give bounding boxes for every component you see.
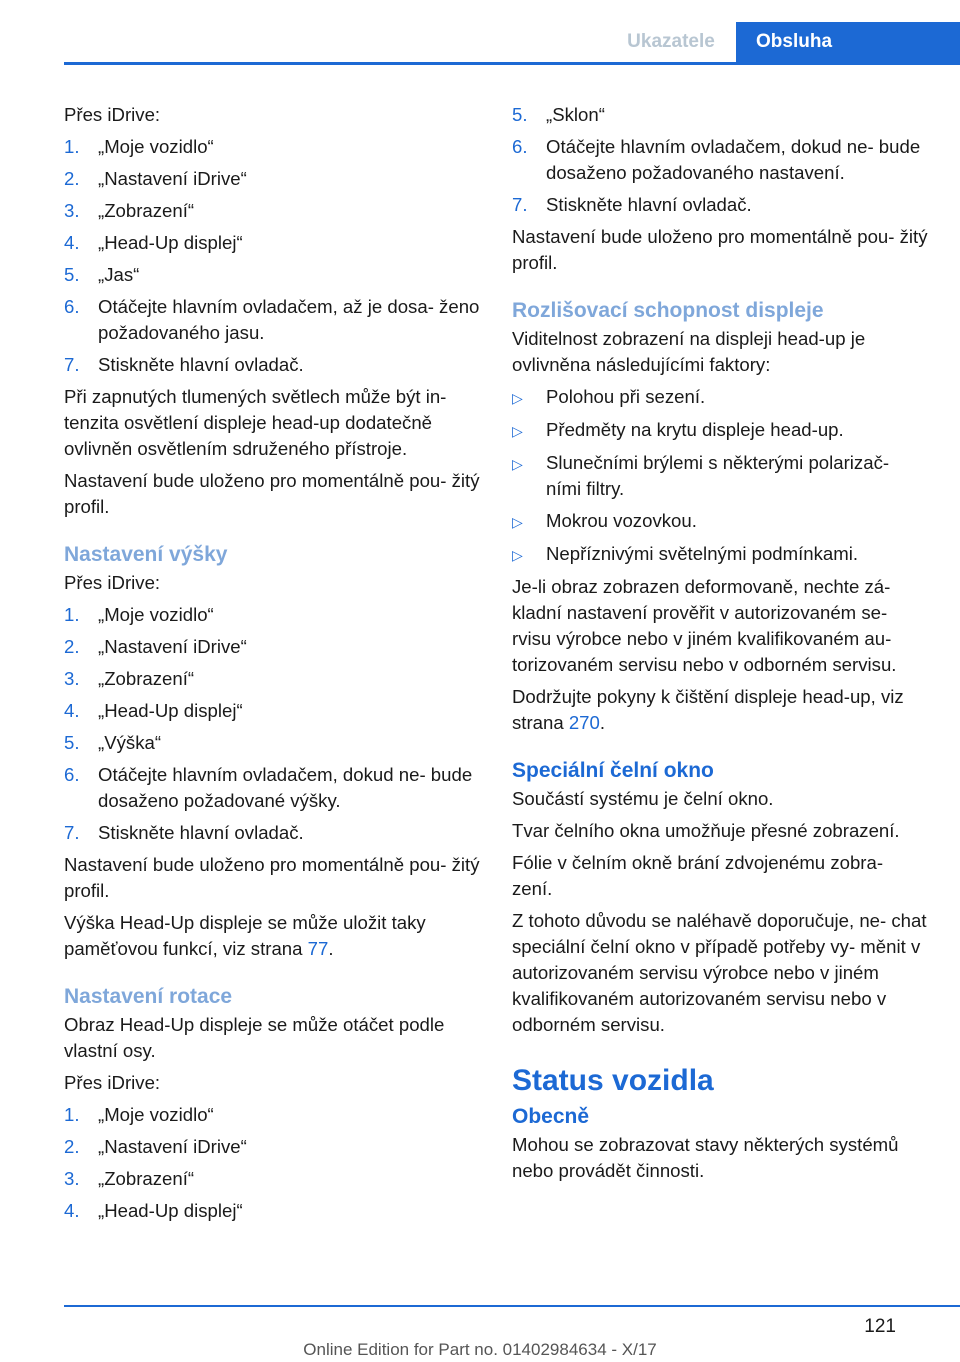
list-item [64, 198, 480, 224]
bullet-text: Slunečními brýlemi s některými polarizač‐ ními filtry. [546, 452, 890, 499]
bullet-item [512, 541, 928, 568]
step-text: „Moje vozidlo“ [98, 1104, 214, 1125]
section-heading-rotation: Nastavení rotace [64, 985, 233, 1008]
paragraph: Je-li obraz zobrazen deformovaně, nechte zá‐ kladní nastavení prověřit v autorizovaném se‐ rvisu výrobce nebo v jiném kvalifikovaném au‐ torizovaném servisu nebo v odborném servisu. [512, 576, 897, 675]
edition-footer: Online Edition for Part no. 01402984634 - X/17 [303, 1340, 657, 1359]
step-text: Stiskněte hlavní ovladač. [546, 194, 752, 215]
step-number: 6. [512, 136, 528, 157]
left-column [64, 102, 480, 1230]
step-text: „Head-Up displej“ [98, 700, 243, 721]
paragraph: Fólie v čelním okně brání zdvojenému zobra‐ zení. [512, 852, 884, 899]
step-number: 5. [512, 104, 528, 125]
step-number: 5. [64, 264, 80, 285]
list-item [64, 134, 480, 160]
list-item [64, 294, 480, 346]
paragraph: Z tohoto důvodu se naléhavě doporučuje, ne‐ chat speciální čelní okno v případě potřeby vy‐ měnit v autorizovaném servisu výrobce nebo v jiném kvalifikovaném autorizovaném servisu nebo v odborném servisu. [512, 910, 927, 1035]
paragraph: Nastavení bude uloženo pro momentálně pou‐ žitý profil. [64, 854, 480, 901]
footer-rule [64, 1305, 960, 1307]
list-item [512, 192, 928, 218]
step-number: 1. [64, 136, 80, 157]
triangle-bullet-icon: ▷ [512, 547, 523, 563]
step-text: „Nastavení iDrive“ [98, 168, 247, 189]
steps-list-brightness [64, 134, 480, 378]
page-link-77[interactable]: 77 [307, 938, 329, 959]
step-number: 5. [64, 732, 80, 753]
intro-text: Přes iDrive: [64, 572, 161, 593]
header-rule [64, 62, 960, 65]
list-item [512, 102, 928, 128]
triangle-bullet-icon: ▷ [512, 456, 523, 472]
step-text: „Sklon“ [546, 104, 605, 125]
chapter-heading-vehicle-status: Status vozidla [512, 1064, 714, 1097]
step-text: Otáčejte hlavním ovladačem, dokud ne‐ bude dosaženo požadované výšky. [98, 764, 473, 811]
paragraph: Obraz Head-Up displeje se může otáčet podle vlastní osy. [64, 1014, 445, 1061]
bullet-item [512, 450, 928, 502]
list-item [64, 166, 480, 192]
paragraph: Součástí systému je čelní okno. [512, 788, 774, 809]
steps-list-tilt [512, 102, 928, 218]
list-item [512, 134, 928, 186]
header-tabs [598, 22, 960, 62]
step-text: Stiskněte hlavní ovladač. [98, 822, 304, 843]
step-number: 4. [64, 1200, 80, 1221]
tab-obsluha[interactable]: Obsluha [736, 22, 960, 62]
list-item [64, 762, 480, 814]
bullet-item [512, 384, 928, 411]
step-number: 7. [64, 354, 80, 375]
step-text: „Výška“ [98, 732, 162, 753]
step-number: 7. [512, 194, 528, 215]
step-text: „Zobrazení“ [98, 668, 195, 689]
tab-ukazatele[interactable]: Ukazatele [598, 22, 736, 62]
list-item [64, 1134, 480, 1160]
bullet-text: Předměty na krytu displeje head-up. [546, 419, 844, 440]
step-text: Otáčejte hlavním ovladačem, dokud ne‐ bude dosaženo požadovaného nastavení. [546, 136, 921, 183]
bullet-text: Polohou při sezení. [546, 386, 706, 407]
step-text: „Nastavení iDrive“ [98, 636, 247, 657]
step-number: 3. [64, 1168, 80, 1189]
list-item [64, 666, 480, 692]
paragraph: Tvar čelního okna umožňuje přesné zobrazení. [512, 820, 900, 841]
step-number: 2. [64, 168, 80, 189]
paragraph: Nastavení bude uloženo pro momentálně pou‐ žitý profil. [64, 470, 480, 517]
page-number: 121 [864, 1316, 896, 1337]
section-heading-height: Nastavení výšky [64, 543, 228, 566]
step-number: 1. [64, 604, 80, 625]
step-text: Otáčejte hlavním ovladačem, až je dosa‐ ženo požadovaného jasu. [98, 296, 480, 343]
paragraph: Mohou se zobrazovat stavy některých systémů nebo provádět činnosti. [512, 1134, 899, 1181]
step-text: „Zobrazení“ [98, 1168, 195, 1189]
step-text: „Head-Up displej“ [98, 1200, 243, 1221]
list-item [64, 352, 480, 378]
paragraph: Nastavení bude uloženo pro momentálně pou‐ žitý profil. [512, 226, 928, 273]
list-item [64, 634, 480, 660]
page-link-270[interactable]: 270 [568, 712, 600, 733]
list-item [64, 1198, 480, 1224]
step-text: „Jas“ [98, 264, 140, 285]
step-text: „Moje vozidlo“ [98, 136, 214, 157]
step-number: 4. [64, 700, 80, 721]
step-number: 3. [64, 668, 80, 689]
step-number: 1. [64, 1104, 80, 1125]
list-item [64, 698, 480, 724]
step-text: „Moje vozidlo“ [98, 604, 214, 625]
step-text: „Zobrazení“ [98, 200, 195, 221]
list-item [64, 1102, 480, 1128]
list-item [64, 602, 480, 628]
steps-list-rotation [64, 1102, 480, 1224]
list-item [64, 230, 480, 256]
step-number: 6. [64, 296, 80, 317]
paragraph: Dodržujte pokyny k čištění displeje head-up, viz strana 270. [512, 686, 904, 733]
list-item [64, 730, 480, 756]
steps-list-height [64, 602, 480, 846]
paragraph: Při zapnutých tlumených světlech může být in‐ tenzita osvětlení displeje head-up dodatečně ovlivněn osvětlením sdruženého přístroje. [64, 386, 447, 459]
paragraph: Viditelnost zobrazení na displeji head-up je ovlivněna následujícími faktory: [512, 328, 866, 375]
step-number: 4. [64, 232, 80, 253]
paragraph: Výška Head-Up displeje se může uložit taky paměťovou funkcí, viz strana 77. [64, 912, 426, 959]
intro-text: Přes iDrive: [64, 104, 161, 125]
triangle-bullet-icon: ▷ [512, 390, 523, 406]
bullet-item [512, 417, 928, 444]
section-heading-windshield: Speciální čelní okno [512, 759, 714, 782]
step-text: Stiskněte hlavní ovladač. [98, 354, 304, 375]
right-column [512, 102, 928, 1190]
triangle-bullet-icon: ▷ [512, 514, 523, 530]
list-item [64, 1166, 480, 1192]
section-heading-general: Obecně [512, 1105, 590, 1128]
triangle-bullet-icon: ▷ [512, 423, 523, 439]
list-item [64, 820, 480, 846]
intro-text: Přes iDrive: [64, 1072, 161, 1093]
step-number: 2. [64, 636, 80, 657]
bullet-item [512, 508, 928, 535]
step-number: 7. [64, 822, 80, 843]
step-number: 2. [64, 1136, 80, 1157]
step-number: 6. [64, 764, 80, 785]
step-number: 3. [64, 200, 80, 221]
step-text: „Nastavení iDrive“ [98, 1136, 247, 1157]
bullet-text: Mokrou vozovkou. [546, 510, 697, 531]
bullet-list-factors [512, 384, 928, 568]
list-item [64, 262, 480, 288]
bullet-text: Nepříznivými světelnými podmínkami. [546, 543, 859, 564]
step-text: „Head-Up displej“ [98, 232, 243, 253]
section-heading-resolution: Rozlišovací schopnost displeje [512, 299, 824, 322]
